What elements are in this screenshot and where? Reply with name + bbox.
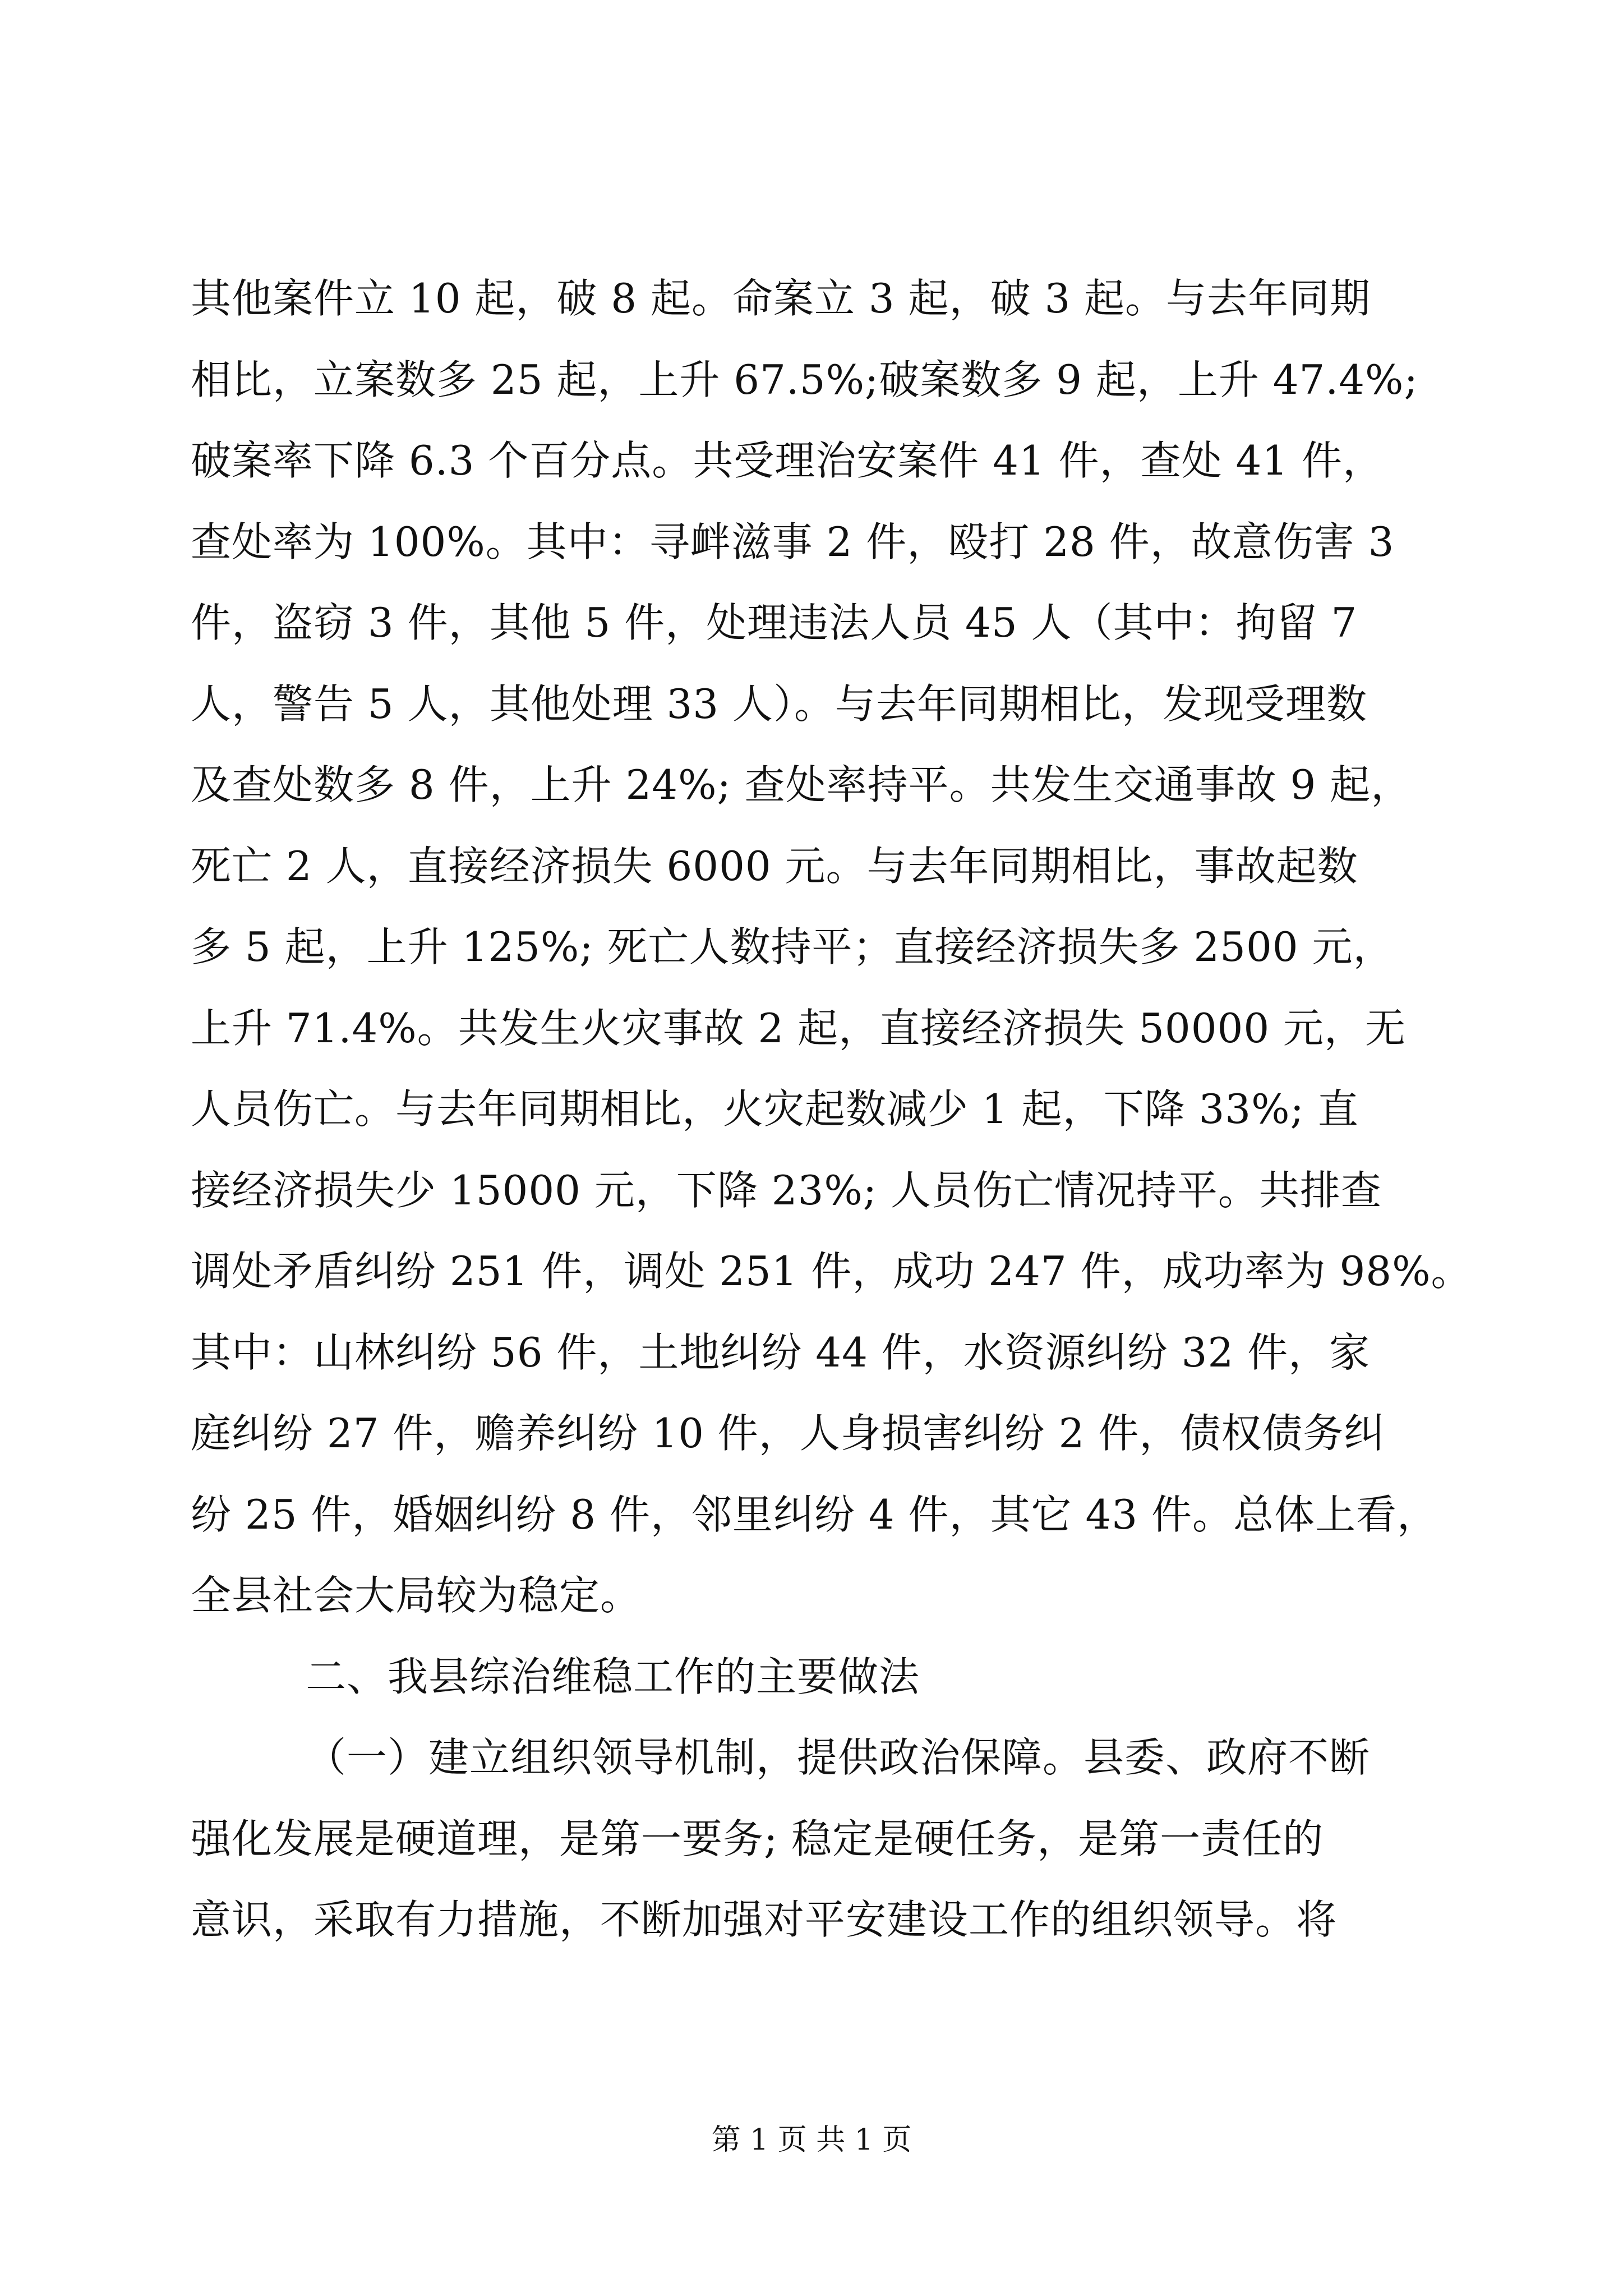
text-line: 件，盗窃 3 件，其他 5 件，处理违法人员 45 人（其中：拘留 7 — [191, 599, 1358, 646]
text-line: 上升 71.4%。共发生火灾事故 2 起，直接经济损失 50000 元，无 — [191, 1004, 1407, 1052]
text-line: 查处率为 100%。其中：寻衅滋事 2 件，殴打 28 件，故意伤害 3 — [191, 518, 1395, 565]
text-line: 接经济损失少 15000 元，下降 23%; 人员伤亡情况持平。共排查 — [191, 1166, 1382, 1214]
text-line: 及查处数多 8 件，上升 24%; 查处率持平。共发生交通事故 9 起， — [191, 761, 1412, 808]
text-line: 调处矛盾纠纷 251 件，调处 251 件，成功 247 件，成功率为 98%。 — [191, 1248, 1472, 1295]
text-line: 其中：山林纠纷 56 件，土地纠纷 44 件，水资源纠纷 32 件，家 — [191, 1328, 1371, 1376]
text-line: 多 5 起，上升 125%; 死亡人数持平；直接经济损失多 2500 元， — [191, 923, 1394, 970]
page-number: 第 1 页 共 1 页 — [711, 2123, 912, 2157]
text-line: （一）建立组织领导机制，提供政治保障。县委、政府不断 — [306, 1734, 1371, 1781]
page-footer — [0, 2120, 1623, 2160]
text-line: 强化发展是硬道理，是第一要务; 稳定是硬任务，是第一责任的 — [191, 1815, 1324, 1862]
text-line: 意识，采取有力措施，不断加强对平安建设工作的组织领导。将 — [191, 1896, 1338, 1943]
text-line: 破案率下降 6.3 个百分点。共受理治安案件 41 件，查处 41 件， — [191, 437, 1384, 484]
text-line: 人，警告 5 人，其他处理 33 人）。与去年同期相比，发现受理数 — [191, 680, 1367, 728]
text-line: 相比，立案数多 25 起，上升 67.5%;破案数多 9 起，上升 47.4%; — [191, 356, 1418, 403]
document-body — [191, 258, 1472, 1961]
section-heading: 二、我县综治维稳工作的主要做法 — [306, 1653, 920, 1700]
text-line: 全县社会大局较为稳定。 — [191, 1572, 642, 1619]
text-line: 死亡 2 人，直接经济损失 6000 元。与去年同期相比，事故起数 — [191, 842, 1358, 890]
text-line: 纷 25 件，婚姻纠纷 8 件，邻里纠纷 4 件，其它 43 件。总体上看， — [191, 1490, 1438, 1538]
text-line: 庭纠纷 27 件，赡养纠纷 10 件，人身损害纠纷 2 件，债权债务纠 — [191, 1410, 1385, 1457]
text-line: 其他案件立 10 起，破 8 起。命案立 3 起，破 3 起。与去年同期 — [191, 275, 1371, 322]
text-line: 人员伤亡。与去年同期相比，火灾起数减少 1 起，下降 33%; 直 — [191, 1085, 1359, 1133]
